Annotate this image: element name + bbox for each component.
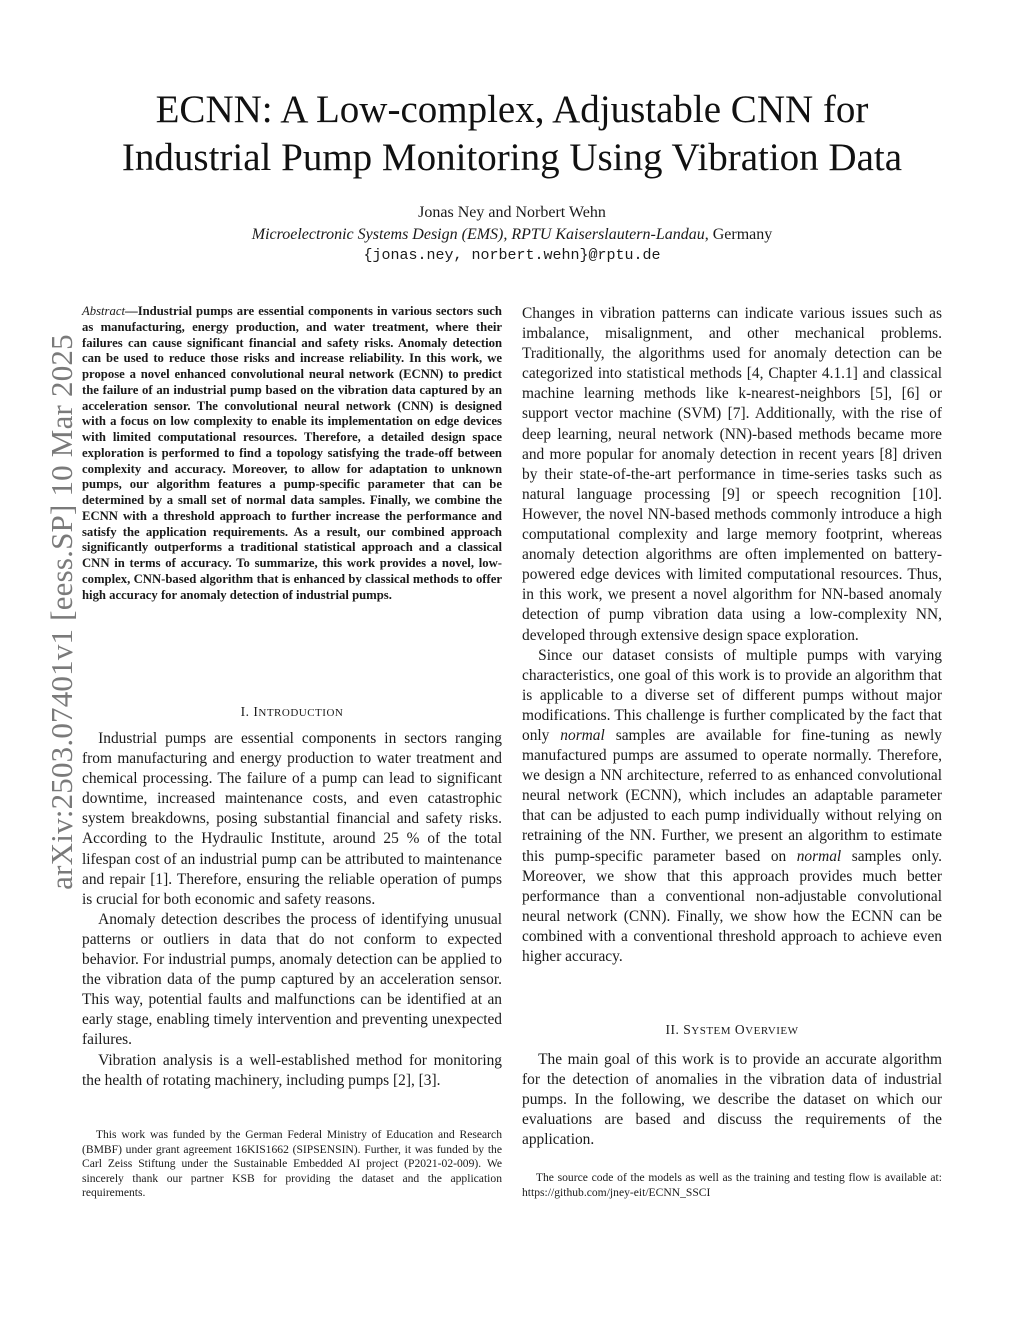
title-line-2: Industrial Pump Monitoring Using Vibration Data xyxy=(121,136,903,179)
affiliation xyxy=(0,224,1024,246)
intro-paragraph-2: Anomaly detection describes the process of identifying unusual patterns or outliers in data that do not conform to expected behavior. For industrial pumps, anomaly detection can be applied to the vibration data of the pump captured by an acceleration sensor. This way, potential faults and malfunctions can be identified at an early stage, enabling timely intervention and preventing unexpected failures. xyxy=(82,910,502,1049)
intro-paragraph-1: Industrial pumps are essential components in sectors ranging from manufacturing and energy production to water treatment and chemical processing. The failure of a pump can lead to significant downtime, increased maintenance costs, and even catastrophic system breakdowns, posing substantial financial and safety risks. According to the Hydraulic Institute, around 25 % of the total lifespan cost of an industrial pump can be attributed to maintenance and repair [1]. Therefore, ensuring the reliable operation of pumps is crucial for both economic and safety reasons. xyxy=(82,730,502,908)
affiliation-country: , Germany xyxy=(704,226,773,243)
right-column-body xyxy=(522,304,942,967)
section-number: I. xyxy=(240,704,250,719)
source-code-footnote-text: The source code of the models as well as the training and testing flow is available at: https://github.com/jney-eit/ECNN_SSCI xyxy=(522,1171,942,1199)
intro-paragraph-3: Vibration analysis is a well-established method for monitoring the health of rotating machinery, including pumps [2], [3]. xyxy=(82,1051,502,1089)
abstract-label: Abstract xyxy=(82,304,125,318)
source-code-footnote xyxy=(522,1171,942,1200)
funding-footnote xyxy=(82,1128,502,1201)
affiliation-institution: Microelectronic Systems Design (EMS), RPTU Kaiserslautern-Landau xyxy=(251,226,705,243)
section-heading-introduction xyxy=(82,704,502,720)
abstract-text: —Industrial pumps are essential components in various sectors such as manufacturing, energy production, and water treatment, where their failures can cause significant financial and safety risks. Anomaly detection can be used to reduce those risks and increase reliability. In this work, we propose a novel enhanced convolutional neural network (ECNN) to predict the failure of an industrial pump based on the vibration data captured by an acceleration sensor. The convolutional neural network (CNN) is designed with a focus on low complexity to enable its implementation on edge devices with limited computational resources. Therefore, a detailed design space exploration is performed to find a topology satisfying the trade-off between complexity and accuracy. Moreover, to allow for adaptation to unknown pumps, our algorithm features a pump-specific parameter that can be determined by a small set of normal data samples. Finally, we combine the ECNN with a threshold approach to further increase the performance and satisfy the application requirements. As a result, our combined approach significantly outperforms a traditional statistical approach and a classical CNN in terms of accuracy. To summarize, this work provides a novel, low-complex, CNN-based algorithm that is enhanced by classical methods to offer high accuracy for anomaly detection of industrial pumps. xyxy=(82,304,502,602)
title-line-1: ECNN: A Low-complex, Adjustable CNN for xyxy=(155,88,869,131)
section-title-rest: YSTEM xyxy=(691,1025,732,1037)
emphasis-normal-1: normal xyxy=(560,726,605,744)
p2-text-c: samples only. Moreover, we show that this approach provides much better performance than a conventional non-adjustable convolutional neural network (CNN). Finally, we show how the ECNN can be combined with a conventional threshold approach to achieve even higher accuracy. xyxy=(522,847,942,965)
system-overview-body xyxy=(522,1050,942,1150)
section-title-initial-2: O xyxy=(734,1022,746,1037)
system-overview-paragraph: The main goal of this work is to provide an accurate algorithm for the detection of anomalies in the vibration data of industrial pumps. In the following, we describe the dataset on which our evaluations are based and discuss the requirements of the application. xyxy=(522,1051,942,1149)
p2-text-a: Since our dataset consists of multiple pumps with varying characteristics, one goal of this work is to provide an algorithm that is applicable to a diverse set of different pumps without major modifications. This challenge is further complicated by the fact that only xyxy=(522,646,942,744)
p2-text-b: samples are available for fine-tuning as newly manufactured pumps are assumed to operate normally. Therefore, we design a NN architecture, referred to as enhanced convolutional neural network (ECNN), which includes an adaptable parameter that can be adjusted to each pump individually without relying on retraining of the NN. Further, we present an algorithm to estimate this pump-specific parameter based on xyxy=(522,726,942,865)
right-paragraph-1: Changes in vibration patterns can indicate various issues such as imbalance, misalignment, and other mechanical problems. Traditionally, the algorithms used for anomaly detection can be categorized into statistical methods [4, Chapter 4.1.1] and classical machine learning methods like k-nearest-neighbors [5], [6] or support vector machine (SVM) [7]. Additionally, with the rise of deep learning, neural network (NN)-based methods became more and more popular for anomaly detection in recent years [8] driven by their state-of-the-art performance in time-series tasks such as natural language processing [9] or speech recognition [10]. However, the novel NN-based methods commonly introduce a high computational complexity and large memory footprint, whereas anomaly detection algorithms are often implemented on battery-powered edge devices with limited computational resources. Thus, in this work, we present a novel algorithm for NN-based anomaly detection of pump vibration data using a low-complexity NN, developed through extensive design space exploration. xyxy=(522,305,942,644)
abstract xyxy=(82,304,502,603)
section-number: II. xyxy=(665,1022,680,1037)
section-title-initial: S xyxy=(683,1022,692,1037)
section-title-rest: NTRODUCTION xyxy=(258,707,344,719)
authors: Jonas Ney and Norbert Wehn xyxy=(418,204,606,221)
emphasis-normal-2: normal xyxy=(796,847,842,865)
paper-title xyxy=(0,86,1024,182)
arxiv-identifier: arXiv:2503.07401v1 [eess.SP] 10 Mar 2025 xyxy=(44,334,79,890)
right-paragraph-2 xyxy=(522,646,942,968)
section-heading-system-overview xyxy=(522,1022,942,1038)
author-emails: {jonas.ney, norbert.wehn}@rptu.de xyxy=(363,247,661,264)
funding-footnote-text: This work was funded by the German Federal Ministry of Education and Research (BMBF) under grant agreement 16KIS1662 (SIPSENSIN). Further, it was funded by the Carl Zeiss Stiftung under the Sustainable Embedded AI project (P2021-02-009). We sincerely thank our partner KSB for providing the dataset and the application requirements. xyxy=(82,1128,502,1199)
introduction-body xyxy=(82,729,502,1091)
section-title-initial: I xyxy=(253,704,259,719)
section-title-rest-2: VERVIEW xyxy=(745,1025,799,1037)
